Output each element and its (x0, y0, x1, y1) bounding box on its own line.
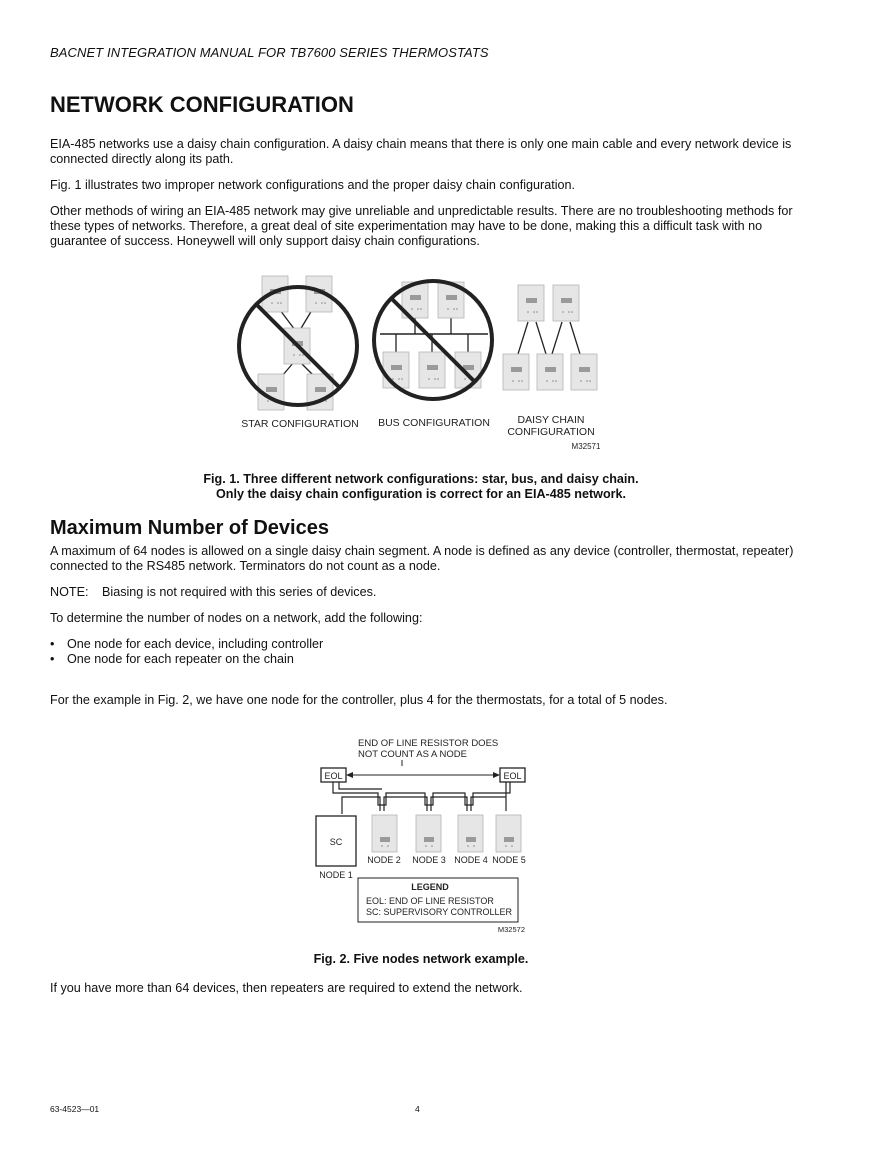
node-4-label: NODE 4 (454, 855, 488, 865)
node-3-label: NODE 3 (412, 855, 446, 865)
node-2-label: NODE 2 (367, 855, 401, 865)
star-configuration-diagram (239, 276, 357, 410)
daisy-chain-wire-inner (339, 782, 506, 814)
figure-1-caption (0, 472, 842, 502)
daisy-chain-label-line1: DAISY CHAIN (517, 414, 585, 426)
sc-label: SC (329, 837, 343, 847)
document-number: 63-4523—01 (50, 1104, 100, 1114)
paragraph-repeaters: If you have more than 64 devices, then repeaters are required to extend the network. (50, 981, 523, 995)
daisy-chain-configuration-diagram (503, 285, 597, 390)
note (50, 585, 810, 600)
legend-box (358, 878, 518, 922)
figure-1-caption-line1: Fig. 1. Three different network configurations: star, bus, and daisy chain. (203, 472, 639, 486)
figure-1-network-configurations (230, 268, 620, 458)
node-5-label: NODE 5 (492, 855, 526, 865)
paragraph-daisy-chain: EIA-485 networks use a daisy chain configuration. A daisy chain means that there is only one main cable and every network device is connected directly along its path. (50, 137, 792, 166)
note-text: Biasing is not required with this series of devices. (102, 585, 377, 599)
legend-eol: EOL: END OF LINE RESISTOR (366, 896, 494, 906)
running-header: BACNET INTEGRATION MANUAL FOR TB7600 SERIES THERMOSTATS (50, 45, 489, 60)
figure-2-five-node-network (310, 734, 540, 938)
figure-1-code: M32571 (571, 442, 601, 451)
daisy-chain-wire-outer (333, 782, 510, 805)
eol-annotation-line2: NOT COUNT AS A NODE (358, 749, 467, 760)
daisy-chain-label-line2: CONFIGURATION (507, 426, 595, 438)
note-label: NOTE: (50, 585, 89, 599)
figure-2-caption: Fig. 2. Five nodes network example. (313, 952, 529, 966)
list-item: • One node for each device, including controller (50, 637, 323, 652)
paragraph-max-nodes: A maximum of 64 nodes is allowed on a single daisy chain segment. A node is defined as any device (controller, thermostat, repeater) connected to the RS485 network. Terminators do not count as a node. (50, 544, 794, 573)
list-item: • One node for each repeater on the chain (50, 652, 323, 667)
bus-configuration-diagram (374, 281, 492, 399)
eol-right-label: EOL (503, 771, 522, 781)
paragraph-determine-nodes: To determine the number of nodes on a network, add the following: (50, 611, 423, 625)
node-1-label: NODE 1 (319, 870, 353, 880)
supervisory-controller (316, 816, 356, 866)
bus-label: BUS CONFIGURATION (378, 417, 490, 429)
figure-2-code: M32572 (497, 925, 525, 934)
eol-left-label: EOL (324, 771, 343, 781)
legend-sc: SC: SUPERVISORY CONTROLLER (366, 907, 513, 917)
node-count-list (50, 637, 323, 667)
eol-resistor-right (500, 768, 525, 782)
page-title: NETWORK CONFIGURATION (50, 92, 354, 117)
paragraph-other-methods: Other methods of wiring an EIA-485 network may give unreliable and unpredictable results. There are no troubleshooting methods for these types of networks. Therefore, a great deal of site experimentation may have to be done, making this a difficult task with no guarantee of success. Honeywell will only support daisy chain configurations. (50, 204, 793, 248)
legend-title: LEGEND (411, 882, 449, 892)
page-number: 4 (415, 1104, 420, 1114)
star-label: STAR CONFIGURATION (241, 418, 359, 430)
eol-annotation-line1: END OF LINE RESISTOR DOES (358, 738, 499, 749)
paragraph-fig1-intro: Fig. 1 illustrates two improper network configurations and the proper daisy chain configuration. (50, 178, 576, 192)
figure-1-caption-line2: Only the daisy chain configuration is correct for an EIA-485 network. (215, 487, 627, 501)
section-heading-max-devices: Maximum Number of Devices (50, 517, 329, 539)
paragraph-example: For the example in Fig. 2, we have one node for the controller, plus 4 for the thermostats, for a total of 5 nodes. (50, 693, 668, 707)
eol-resistor-left (321, 768, 346, 782)
